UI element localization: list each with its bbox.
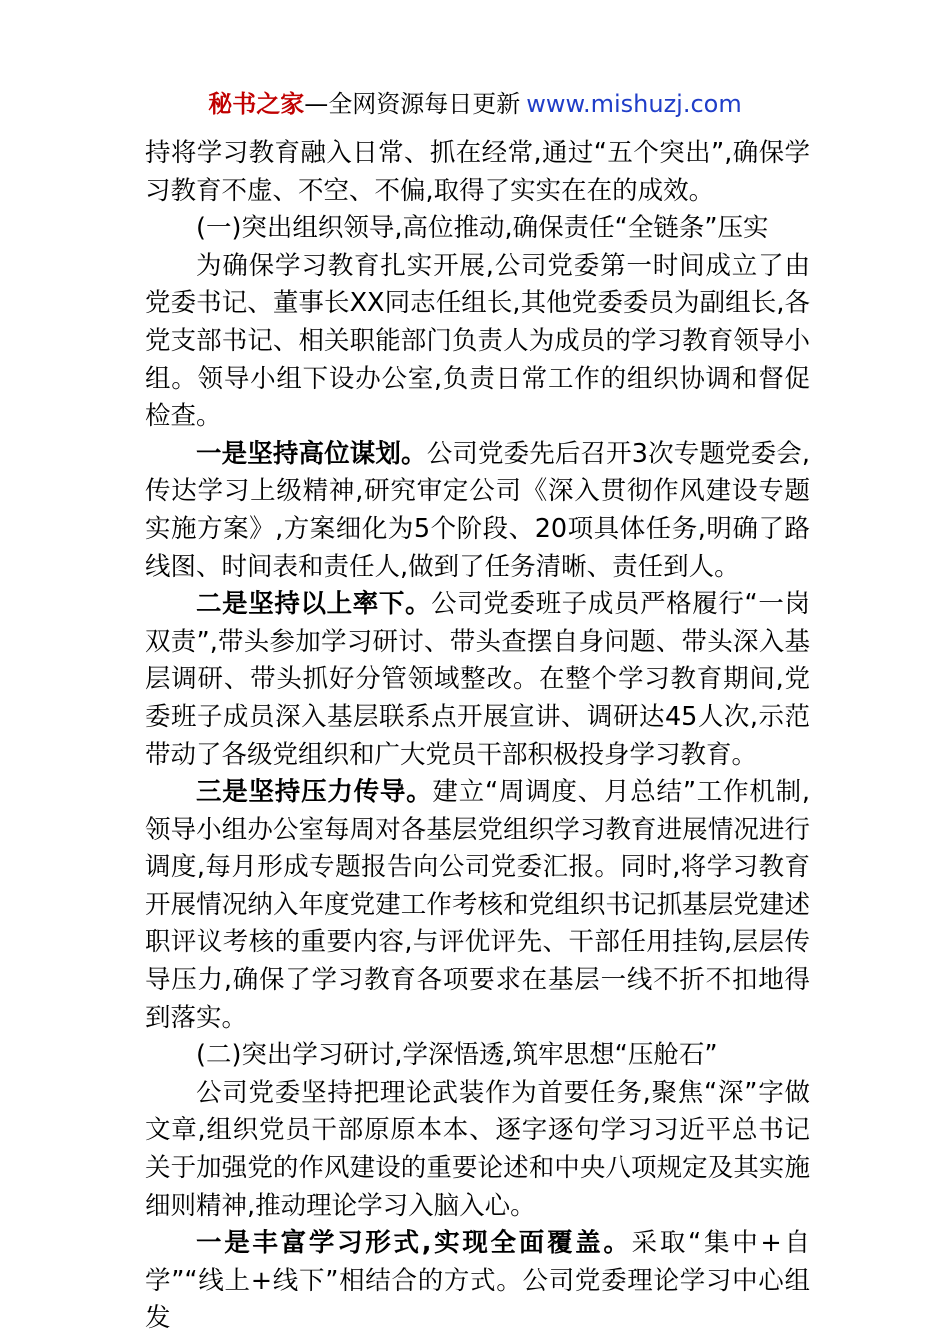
paragraph-lead: 二是坚持以上率下。	[196, 589, 432, 620]
paragraph: 一是坚持高位谋划。公司党委先后召开3次专题党委会,传达学习上级精神,研究审定公司《深入贯彻作风建设专题实施方案》,方案细化为5个阶段、20项具体任务,明确了路线图、时间表和责任人,做到了任务清晰、责任到人。	[145, 438, 810, 582]
paragraph: 公司党委坚持把理论武装作为首要任务,聚焦“深”字做文章,组织党员干部原原本本、逐字逐句学习习近平总书记关于加强党的作风建设的重要论述和中央八项规定及其实施细则精神,推动理论学习入脑入心。	[145, 1077, 810, 1221]
site-tagline: —全网资源每日更新	[304, 90, 521, 118]
site-header	[0, 86, 950, 122]
paragraph: 二是坚持以上率下。公司党委班子成员严格履行“一岗双责”,带头参加学习研讨、带头查摆自身问题、带头深入基层调研、带头抓好分管领域整改。在整个学习教育期间,党委班子成员深入基层联系点开展宣讲、调研达45人次,示范带动了各级党组织和广大党员干部积极投身学习教育。	[145, 589, 810, 770]
paragraph: 三是坚持压力传导。建立“周调度、月总结”工作机制,领导小组办公室每周对各基层党组织学习教育进展情况进行调度,每月形成专题报告向公司党委汇报。同时,将学习教育开展情况纳入年度党建工作考核和党组织书记抓基层党建述职评议考核的重要内容,与评优评先、干部任用挂钩,层层传导压力,确保了学习教育各项要求在基层一线不折不扣地得到落实。	[145, 777, 810, 1033]
site-url-link[interactable]: www.mishuzj.com	[526, 90, 742, 118]
paragraph-lead: 一是坚持高位谋划。	[196, 438, 427, 469]
site-brand: 秘书之家	[208, 90, 305, 118]
paragraph: 为确保学习教育扎实开展,公司党委第一时间成立了由党委书记、董事长XX同志任组长,其他党委委员为副组长,各党支部书记、相关职能部门负责人为成员的学习教育领导小组。领导小组下设办公室,负责日常工作的组织协调和督促检查。	[145, 250, 810, 432]
section-heading: (二)突出学习研讨,学深悟透,筑牢思想“压舱石”	[196, 1040, 718, 1071]
section-heading: (一)突出组织领导,高位推动,确保责任“全链条”压实	[196, 213, 769, 244]
paragraph: 一是丰富学习形式,实现全面覆盖。采取“集中+自学”“线上+线下”相结合的方式。公司党委理论学习中心组发	[145, 1228, 810, 1334]
document-body	[145, 135, 810, 1338]
paragraph: 持将学习教育融入日常、抓在经常,通过“五个突出”,确保学习教育不虚、不空、不偏,取得了实实在在的成效。	[145, 138, 810, 206]
paragraph-lead: 一是丰富学习形式,实现全面覆盖。	[196, 1228, 632, 1259]
paragraph-lead: 三是坚持压力传导。	[196, 777, 433, 808]
